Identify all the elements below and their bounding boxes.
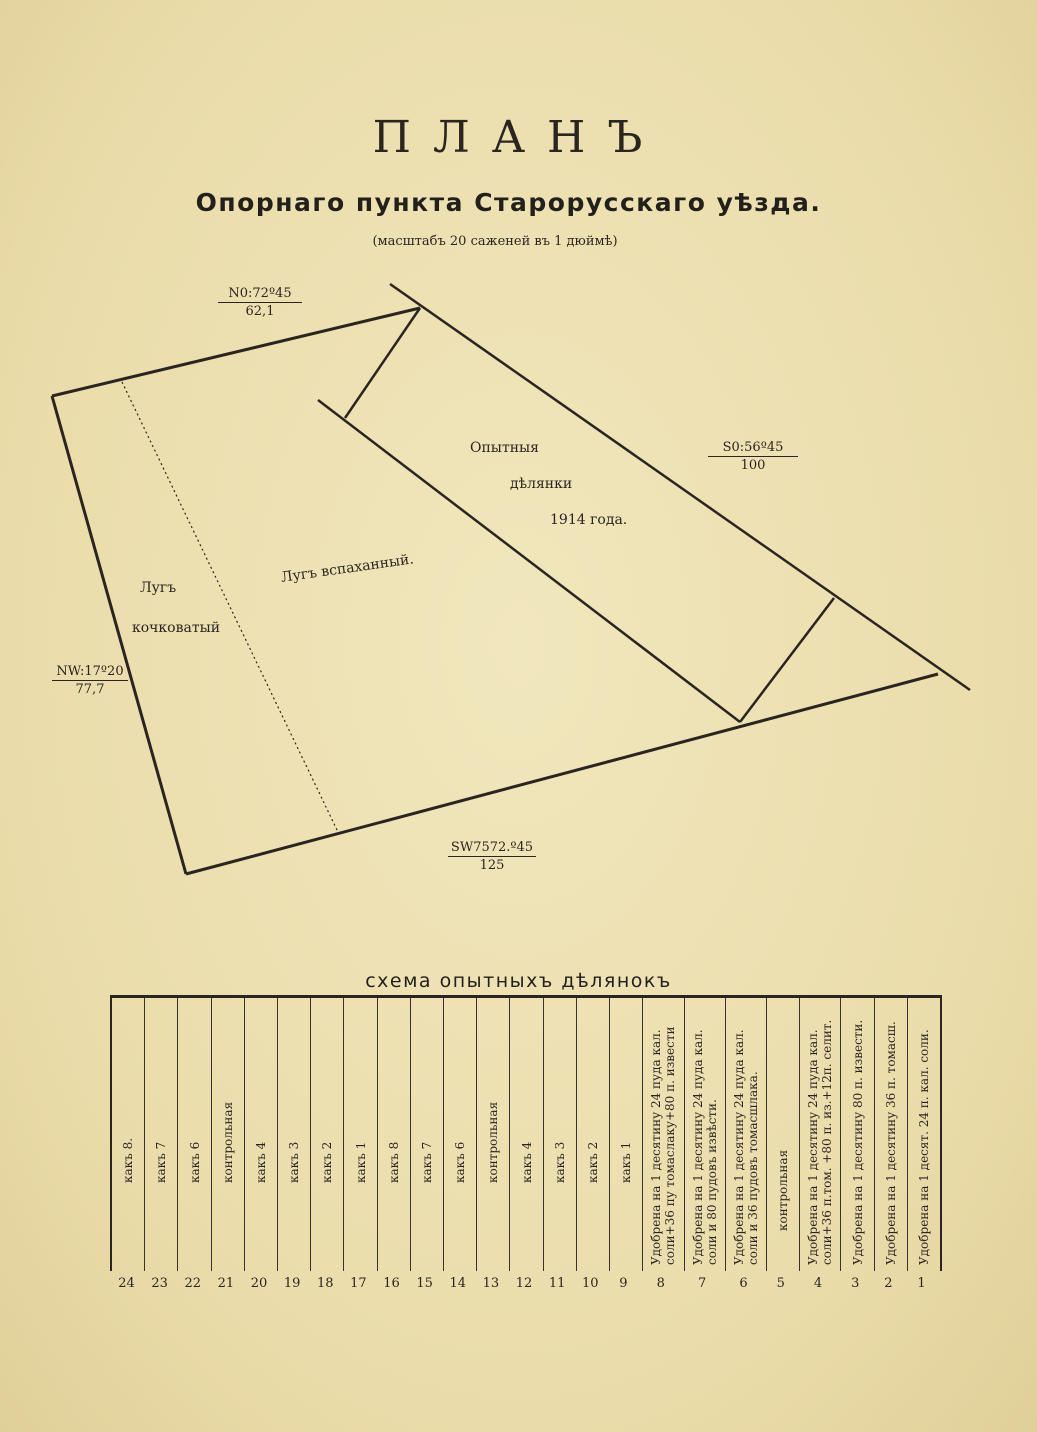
plot-column-17 bbox=[344, 998, 377, 1271]
plot-column-22 bbox=[178, 998, 211, 1271]
plot-number-23: 23 bbox=[151, 1276, 168, 1291]
bearing-sw-length: 125 bbox=[479, 858, 505, 873]
plot-column-1 bbox=[908, 998, 940, 1271]
plot-number-24: 24 bbox=[118, 1276, 135, 1291]
plot-column-23 bbox=[145, 998, 178, 1271]
page-title: ПЛАНЪ bbox=[372, 112, 665, 163]
plot-number-1: 1 bbox=[917, 1276, 926, 1291]
plot-number-15: 15 bbox=[416, 1276, 433, 1291]
plot-text-14: какъ 6 bbox=[453, 1141, 468, 1183]
plot-number-3: 3 bbox=[851, 1276, 860, 1291]
plot-number-7: 7 bbox=[697, 1276, 707, 1291]
plot-number-19: 19 bbox=[283, 1276, 301, 1291]
plot-text-9: какъ 1 bbox=[619, 1141, 634, 1183]
plot-number-13: 13 bbox=[482, 1276, 500, 1291]
plot-text-11: какъ 3 bbox=[552, 1141, 567, 1183]
plot-column-9 bbox=[610, 998, 643, 1271]
area-label-plots-3: 1914 года. bbox=[550, 512, 628, 528]
bearing-se-angle: S0:56º45 bbox=[708, 440, 798, 457]
bearing-se bbox=[708, 440, 798, 473]
schema-title: схема опытныхъ дѣлянокъ bbox=[365, 970, 672, 992]
plot-column-24 bbox=[112, 998, 145, 1271]
plot-column-10 bbox=[577, 998, 610, 1271]
bearing-nw bbox=[52, 664, 128, 697]
area-label-plots-2: дѣлянки bbox=[510, 476, 573, 492]
plots-boundary-south bbox=[740, 598, 834, 722]
plot-text-22: какъ 6 bbox=[187, 1141, 202, 1183]
area-label-meadow-2: кочковатый bbox=[132, 620, 221, 636]
plot-number-17: 17 bbox=[350, 1276, 367, 1291]
plot-number-4: 4 bbox=[813, 1276, 823, 1291]
plot-text-23: какъ 7 bbox=[154, 1141, 169, 1183]
plot-column-5 bbox=[767, 998, 800, 1271]
schema-table bbox=[110, 995, 942, 1271]
plot-column-21 bbox=[212, 998, 245, 1271]
plot-text-16: какъ 8 bbox=[386, 1141, 401, 1183]
plot-column-14 bbox=[444, 998, 477, 1271]
area-label-plowed: Лугъ вспаханный. bbox=[280, 551, 415, 586]
plot-column-20 bbox=[245, 998, 278, 1271]
plot-column-16 bbox=[378, 998, 411, 1271]
plot-text-7: Удобрена на 1 десятину 24 пуда кал. соли и 80 пудовъ извѣсти. bbox=[690, 1029, 719, 1265]
plot-number-5: 5 bbox=[776, 1276, 785, 1291]
page-subtitle: Опорнаго пункта Старорусскаго уѣзда. bbox=[195, 188, 822, 217]
plot-text-15: какъ 7 bbox=[419, 1141, 434, 1183]
plot-text-10: какъ 2 bbox=[585, 1141, 600, 1183]
bearing-nw-length: 77,7 bbox=[75, 682, 105, 697]
plot-column-13 bbox=[477, 998, 510, 1271]
plot-text-24: какъ 8. bbox=[121, 1137, 136, 1183]
plot-number-18: 18 bbox=[317, 1276, 334, 1291]
area-label-plots-1: Опытныя bbox=[470, 440, 540, 456]
plot-column-3 bbox=[841, 998, 874, 1271]
plot-text-17: какъ 1 bbox=[353, 1141, 368, 1183]
plot-number-9: 9 bbox=[619, 1276, 628, 1291]
bearing-ne bbox=[218, 286, 302, 319]
plot-column-7 bbox=[685, 998, 726, 1271]
plot-column-2 bbox=[875, 998, 908, 1271]
plot-column-6 bbox=[726, 998, 767, 1271]
boundary-south bbox=[186, 674, 938, 874]
boundary-northeast bbox=[390, 284, 970, 690]
plot-text-6: Удобрена на 1 десятину 24 пуда кал. соли и 36 пудовъ томасшлака. bbox=[731, 1029, 760, 1265]
plot-number-2: 2 bbox=[884, 1276, 893, 1291]
plot-column-15 bbox=[411, 998, 444, 1271]
plot-number-16: 16 bbox=[383, 1276, 400, 1291]
plot-text-13: контрольная bbox=[486, 1101, 501, 1183]
plot-column-18 bbox=[311, 998, 344, 1271]
plot-number-12: 12 bbox=[515, 1276, 533, 1291]
plot-text-18: какъ 2 bbox=[320, 1141, 335, 1183]
plot-text-8: Удобрена на 1 десятину 24 пуда кал. соли+36 пу томаслаку+80 п. извести bbox=[649, 1026, 678, 1265]
plot-text-21: контрольная bbox=[220, 1101, 235, 1183]
plot-number-20: 20 bbox=[250, 1276, 268, 1291]
plot-text-19: какъ 3 bbox=[287, 1141, 302, 1183]
plot-column-11 bbox=[544, 998, 577, 1271]
bearing-se-length: 100 bbox=[740, 458, 766, 473]
plot-text-2: Удобрена на 1 десятину 36 п. томасш. bbox=[883, 1021, 898, 1265]
plot-text-5: контрольная bbox=[776, 1149, 791, 1231]
scale-note: (масштабъ 20 саженей въ 1 дюймѣ) bbox=[372, 234, 618, 249]
plot-number-11: 11 bbox=[548, 1276, 566, 1291]
plot-text-3: Удобрена на 1 десятину 80 п. извести. bbox=[850, 1019, 865, 1265]
plot-number-10: 10 bbox=[582, 1276, 599, 1291]
plot-column-4 bbox=[800, 998, 841, 1271]
area-label-meadow-1: Лугъ bbox=[140, 580, 177, 596]
plot-number-22: 22 bbox=[184, 1276, 202, 1291]
plot-text-1: Удобрена на 1 десят. 24 п. кал. соли. bbox=[916, 1029, 931, 1265]
plot-column-8 bbox=[643, 998, 684, 1271]
plot-column-12 bbox=[510, 998, 543, 1271]
plot-text-4: Удобрена на 1 десятину 24 пуда кал. соли+36 п.том. +80 п. из.+12п. селит. bbox=[806, 1019, 835, 1265]
bearing-sw-angle: SW7572.º45 bbox=[448, 840, 536, 857]
bearing-ne-length: 62,1 bbox=[245, 304, 275, 319]
plot-number-8: 8 bbox=[656, 1276, 665, 1291]
plot-number-6: 6 bbox=[739, 1276, 748, 1291]
plot-text-20: какъ 4 bbox=[253, 1141, 268, 1183]
bearing-sw bbox=[448, 840, 536, 873]
bearing-ne-angle: N0:72º45 bbox=[218, 286, 302, 303]
plot-column-19 bbox=[278, 998, 311, 1271]
plot-number-21: 21 bbox=[217, 1276, 235, 1291]
bearing-nw-angle: NW:17º20 bbox=[52, 664, 128, 681]
plot-number-14: 14 bbox=[449, 1276, 467, 1291]
boundary-north bbox=[52, 308, 420, 396]
plot-text-12: какъ 4 bbox=[519, 1141, 534, 1183]
plot-numbers-row bbox=[110, 1276, 938, 1296]
